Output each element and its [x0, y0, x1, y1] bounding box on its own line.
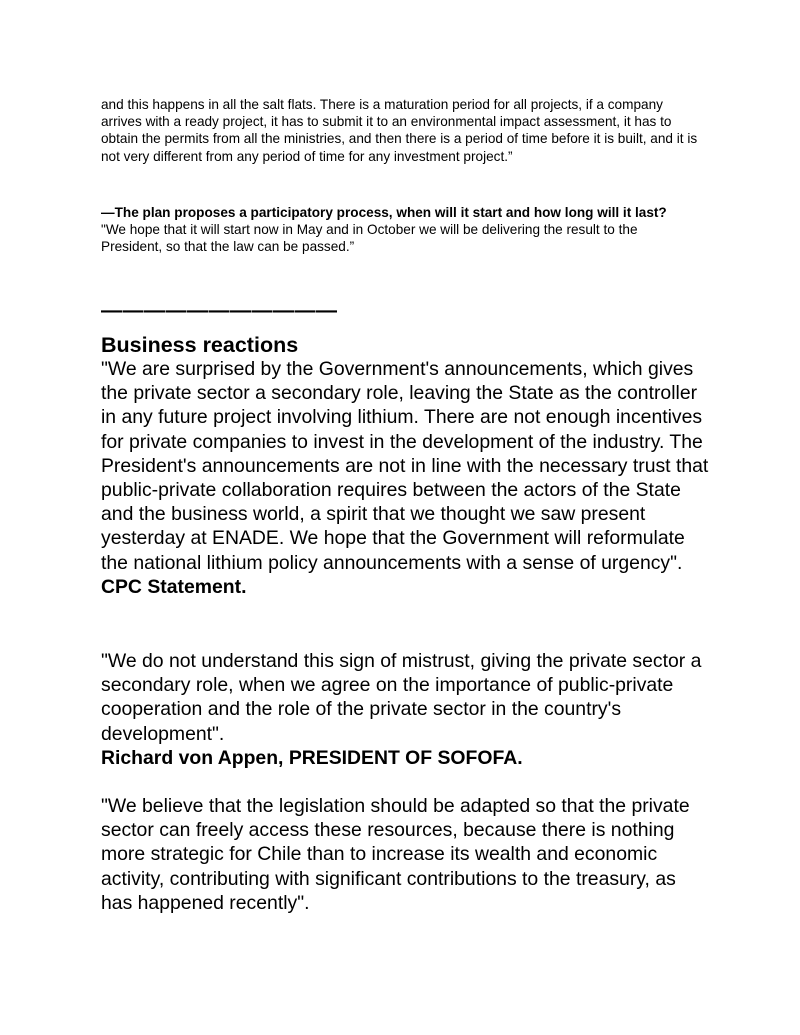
interview-answer: "We hope that it will start now in May and in October we will be delivering the result to the President, so that the law can be passed.” — [101, 222, 638, 255]
interview-block — [101, 204, 701, 256]
quote-block — [101, 794, 711, 915]
section-heading: Business reactions — [101, 333, 299, 357]
quote-attribution: Richard von Appen, PRESIDENT OF SOFOFA. — [101, 746, 523, 769]
quote-block — [101, 357, 711, 599]
interview-question: —The plan proposes a participatory process, when will it start and how long will it last? — [101, 205, 667, 220]
intro-paragraph: and this happens in all the salt flats. There is a maturation period for all projects, if a company arrives with a ready project, it has to submit it to an environmental impact assessment, it has to obtain the permits from all the ministries, and then there is a period of time before it is built, and it is not very different from any period of time for any investment project.” — [101, 97, 698, 164]
quote-block — [101, 649, 711, 770]
quote-text: "We are surprised by the Government's announcements, which gives the private sector a secondary role, leaving the State as the controller in any future project involving lithium. There are not enough incentives for private companies to invest in the development of the industry. The President's announcements are not in line with the necessary trust that public-private collaboration requires between the actors of the State and the business world, a spirit that we thought we saw present yesterday at ENADE. We hope that the Government will reformulate the national lithium policy announcements with a sense of urgency". — [101, 358, 709, 574]
quote-text: "We believe that the legislation should be adapted so that the private sector can freely access these resources, because there is nothing more strategic for Chile than to increase its wealth and economic activity, contributing with significant contributions to the treasury, as has happened recently". — [101, 795, 690, 914]
quote-text: "We do not understand this sign of mistrust, giving the private sector a secondary role, when we agree on the importance of public-private cooperation and the role of the private sector in the country's development". — [101, 650, 702, 745]
quote-attribution: CPC Statement. — [101, 575, 247, 598]
section-divider: ——————————— — [101, 299, 338, 322]
